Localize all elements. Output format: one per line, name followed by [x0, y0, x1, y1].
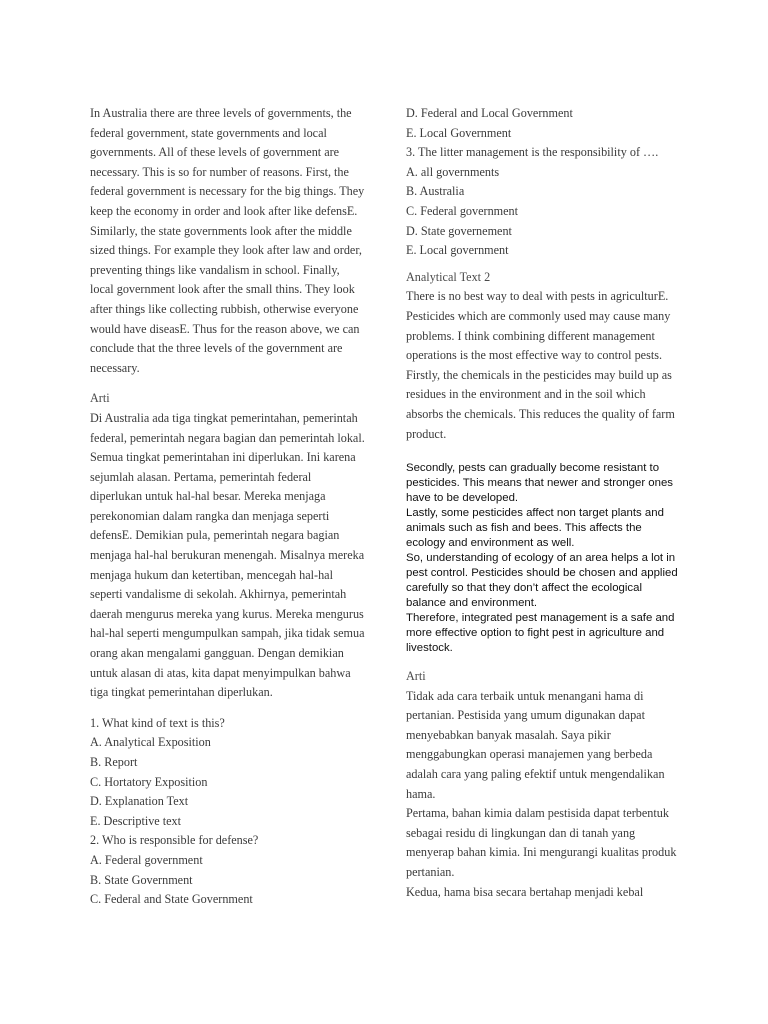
answer-option: B. State Government	[90, 872, 193, 887]
question-list	[90, 714, 365, 910]
passage-lastly-paragraph: Lastly, some pesticides affect non target plants and animals such as fish and bees. This affects the ecology and environment as well.	[406, 507, 664, 550]
passage-paragraph: In Australia there are three levels of governments, the federal government, state governments and local governments. All of these levels of government are necessary. This is so for number of reasons. First, the federal government is necessary for the big things. They keep the economy in order and look after like defensE. Similarly, the state governments look after the middle sized things. For example they look after law and order, preventing things like vandalism in school. Finally, local government look after the small thins. They look after things like collecting rubbish, otherwise everyone would have diseasE. Thus for the reason above, we can conclude that the three levels of the government are necessary.	[90, 106, 365, 375]
answer-option: B. Australia	[406, 184, 465, 199]
translation-intro-paragraph: Tidak ada cara terbaik untuk menangani hama di pertanian. Pestisida yang umum digunakan dapat menyebabkan banyak masalah. Saya pikir menggabungkan operasi manajemen yang berbeda adalah cara yang paling efektif untuk mengendalikan hama.	[406, 688, 665, 801]
analytical-text-heading: Analytical Text 2	[406, 269, 491, 284]
answer-option: C. Hortatory Exposition	[90, 774, 208, 789]
translation-second-paragraph: Kedua, hama bisa secara bertahap menjadi kebal	[406, 884, 644, 899]
question-line: 3. The litter management is the responsibility of ….	[406, 145, 659, 160]
translation-paragraph: Di Australia ada tiga tingkat pemerintahan, pemerintah federal, pemerintah negara bagian dan pemerintah lokal. Semua tingkat pemerintahan ini diperlukan. Ini karena sejumlah alasan. Pertama, pemerintah federal diperlukan untuk hal-hal besar. Mereka menjaga perekonomian dalam rangka dan menjaga seperti defensE. Demikian pula, pemerintah negara bagian menjaga hal-hal berukuran menengah. Misalnya mereka menjaga hukum dan ketertiban, mencegah hal-hal seperti vandalisme di sekolah. Akhirnya, pemerintah daerah mengurus mereka yang kurus. Mereka mengurus hal-hal seperti mengumpulkan sampah, jika tidak semua orang akan mengalami gangguan. Dengan demikian untuk alasan di atas, kita dapat menyimpulkan bahwa tiga tingkat pemerintahan diperlukan.	[90, 410, 365, 700]
answer-option: A. all governments	[406, 164, 500, 179]
answer-option: D. State governement	[406, 223, 512, 238]
answer-option: B. Report	[90, 755, 138, 769]
passage-intro-paragraph: There is no best way to deal with pests in agriculturE. Pesticides which are commonly used may cause many problems. I think combining different management operations is the most effective way to control pests.	[406, 289, 671, 363]
arti-heading-2: Arti	[406, 669, 426, 684]
answer-option: E. Local Government	[406, 125, 512, 140]
answer-option: C. Federal and State Government	[90, 892, 253, 907]
answer-option: E. Descriptive text	[90, 813, 182, 828]
translation-first-paragraph: Pertama, bahan kimia dalam pestisida dapat terbentuk sebagai residu di lingkungan dan di tanah yang menyerap bahan kimia. Ini mengurangi kualitas produk pertanian.	[406, 806, 677, 880]
answer-option: E. Local government	[406, 243, 509, 258]
passage-therefore-paragraph: Therefore, integrated pest management is a safe and more effective option to fight pest in agriculture and livestock.	[406, 612, 675, 655]
answer-option: C. Federal government	[406, 203, 519, 218]
passage-so-paragraph: So, understanding of ecology of an area helps a lot in pest control. Pesticides should be chosen and applied carefully so that they don’t affect the ecological balance and environment.	[406, 552, 678, 610]
left-column	[90, 104, 365, 910]
passage-second-paragraph: Secondly, pests can gradually become resistant to pesticides. This means that newer and stronger ones have to be developed.	[406, 462, 673, 505]
right-column	[406, 104, 681, 902]
answer-option: A. Federal government	[90, 852, 203, 867]
answer-option: D. Federal and Local Government	[406, 106, 573, 120]
question-list-continued	[406, 104, 681, 261]
question-line: 2. Who is responsible for defense?	[90, 833, 259, 848]
question-line: 1. What kind of text is this?	[90, 715, 225, 730]
pasted-passage-block	[406, 461, 681, 656]
answer-option: D. Explanation Text	[90, 794, 189, 809]
answer-option: A. Analytical Exposition	[90, 735, 211, 750]
passage-first-paragraph: Firstly, the chemicals in the pesticides may build up as residues in the environment and in the soil which absorbs the chemicals. This reduces the quality of farm product.	[406, 367, 675, 441]
arti-heading: Arti	[90, 391, 110, 406]
